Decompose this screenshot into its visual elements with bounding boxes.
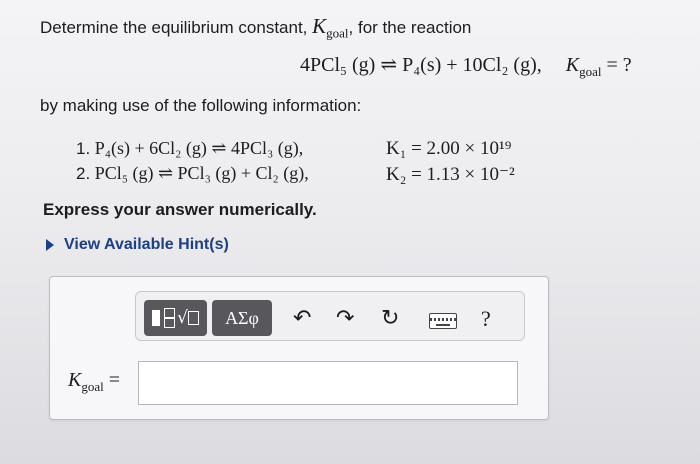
help-icon: ? [481, 306, 491, 331]
target-k [565, 54, 632, 79]
reset-icon: ↻ [381, 305, 400, 330]
templates-button[interactable] [144, 300, 207, 336]
redo-button[interactable] [336, 304, 354, 332]
given-reaction-2 [76, 163, 309, 184]
answer-k-symbol: K [68, 369, 82, 391]
target-k-subscript: goal [579, 64, 602, 79]
undo-icon: ↶ [293, 305, 312, 330]
given-equation-1: P₄(s) + 6Cl₂ (g) ⇌ 4PCl₃ (g), [94, 138, 304, 158]
info-text: by making use of the following information: [40, 96, 362, 115]
given-reaction-1 [76, 138, 303, 159]
k-symbol: K [312, 14, 327, 38]
question-prefix: Determine the equilibrium constant, [40, 18, 313, 37]
templates-icon [152, 310, 160, 326]
question-text [40, 14, 471, 41]
given-k-1: K₁ = 2.00 × 10¹⁹ [386, 138, 512, 159]
answer-label [68, 369, 120, 395]
hint-link-label: View Available Hint(s) [64, 236, 229, 253]
instruction-text: Express your answer numerically. [43, 200, 317, 219]
answer-equals: = [103, 369, 121, 391]
reset-button[interactable] [381, 304, 399, 332]
target-reaction-equation: 4PCl₅ (g) ⇌ P₄(s) + 10Cl₂ (g), [300, 54, 542, 76]
target-reaction [300, 52, 632, 80]
help-button[interactable] [481, 306, 491, 332]
given-k-2: K₂ = 1.13 × 10⁻² [386, 164, 515, 185]
view-hints-link[interactable] [46, 236, 229, 254]
keyboard-icon[interactable] [429, 313, 457, 329]
question-suffix: , for the reaction [348, 18, 472, 37]
given-number-1: 1. [76, 139, 91, 158]
expand-triangle-icon [46, 239, 54, 251]
answer-k-subscript: goal [81, 379, 104, 394]
undo-button[interactable] [293, 304, 311, 332]
fraction-template-icon [164, 308, 175, 328]
target-k-symbol: K [565, 54, 580, 76]
given-equation-2: PCl₅ (g) ⇌ PCl₃ (g) + Cl₂ (g), [94, 163, 309, 183]
k-subscript: goal [326, 25, 349, 41]
given-number-2: 2. [76, 164, 91, 183]
target-k-tail: = ? [601, 54, 632, 76]
answer-input[interactable] [138, 361, 518, 405]
greek-letters-label: ΑΣφ [225, 307, 259, 328]
redo-icon: ↷ [336, 305, 355, 330]
root-template-icon: √ [177, 308, 199, 328]
greek-letters-button[interactable] [212, 300, 272, 336]
